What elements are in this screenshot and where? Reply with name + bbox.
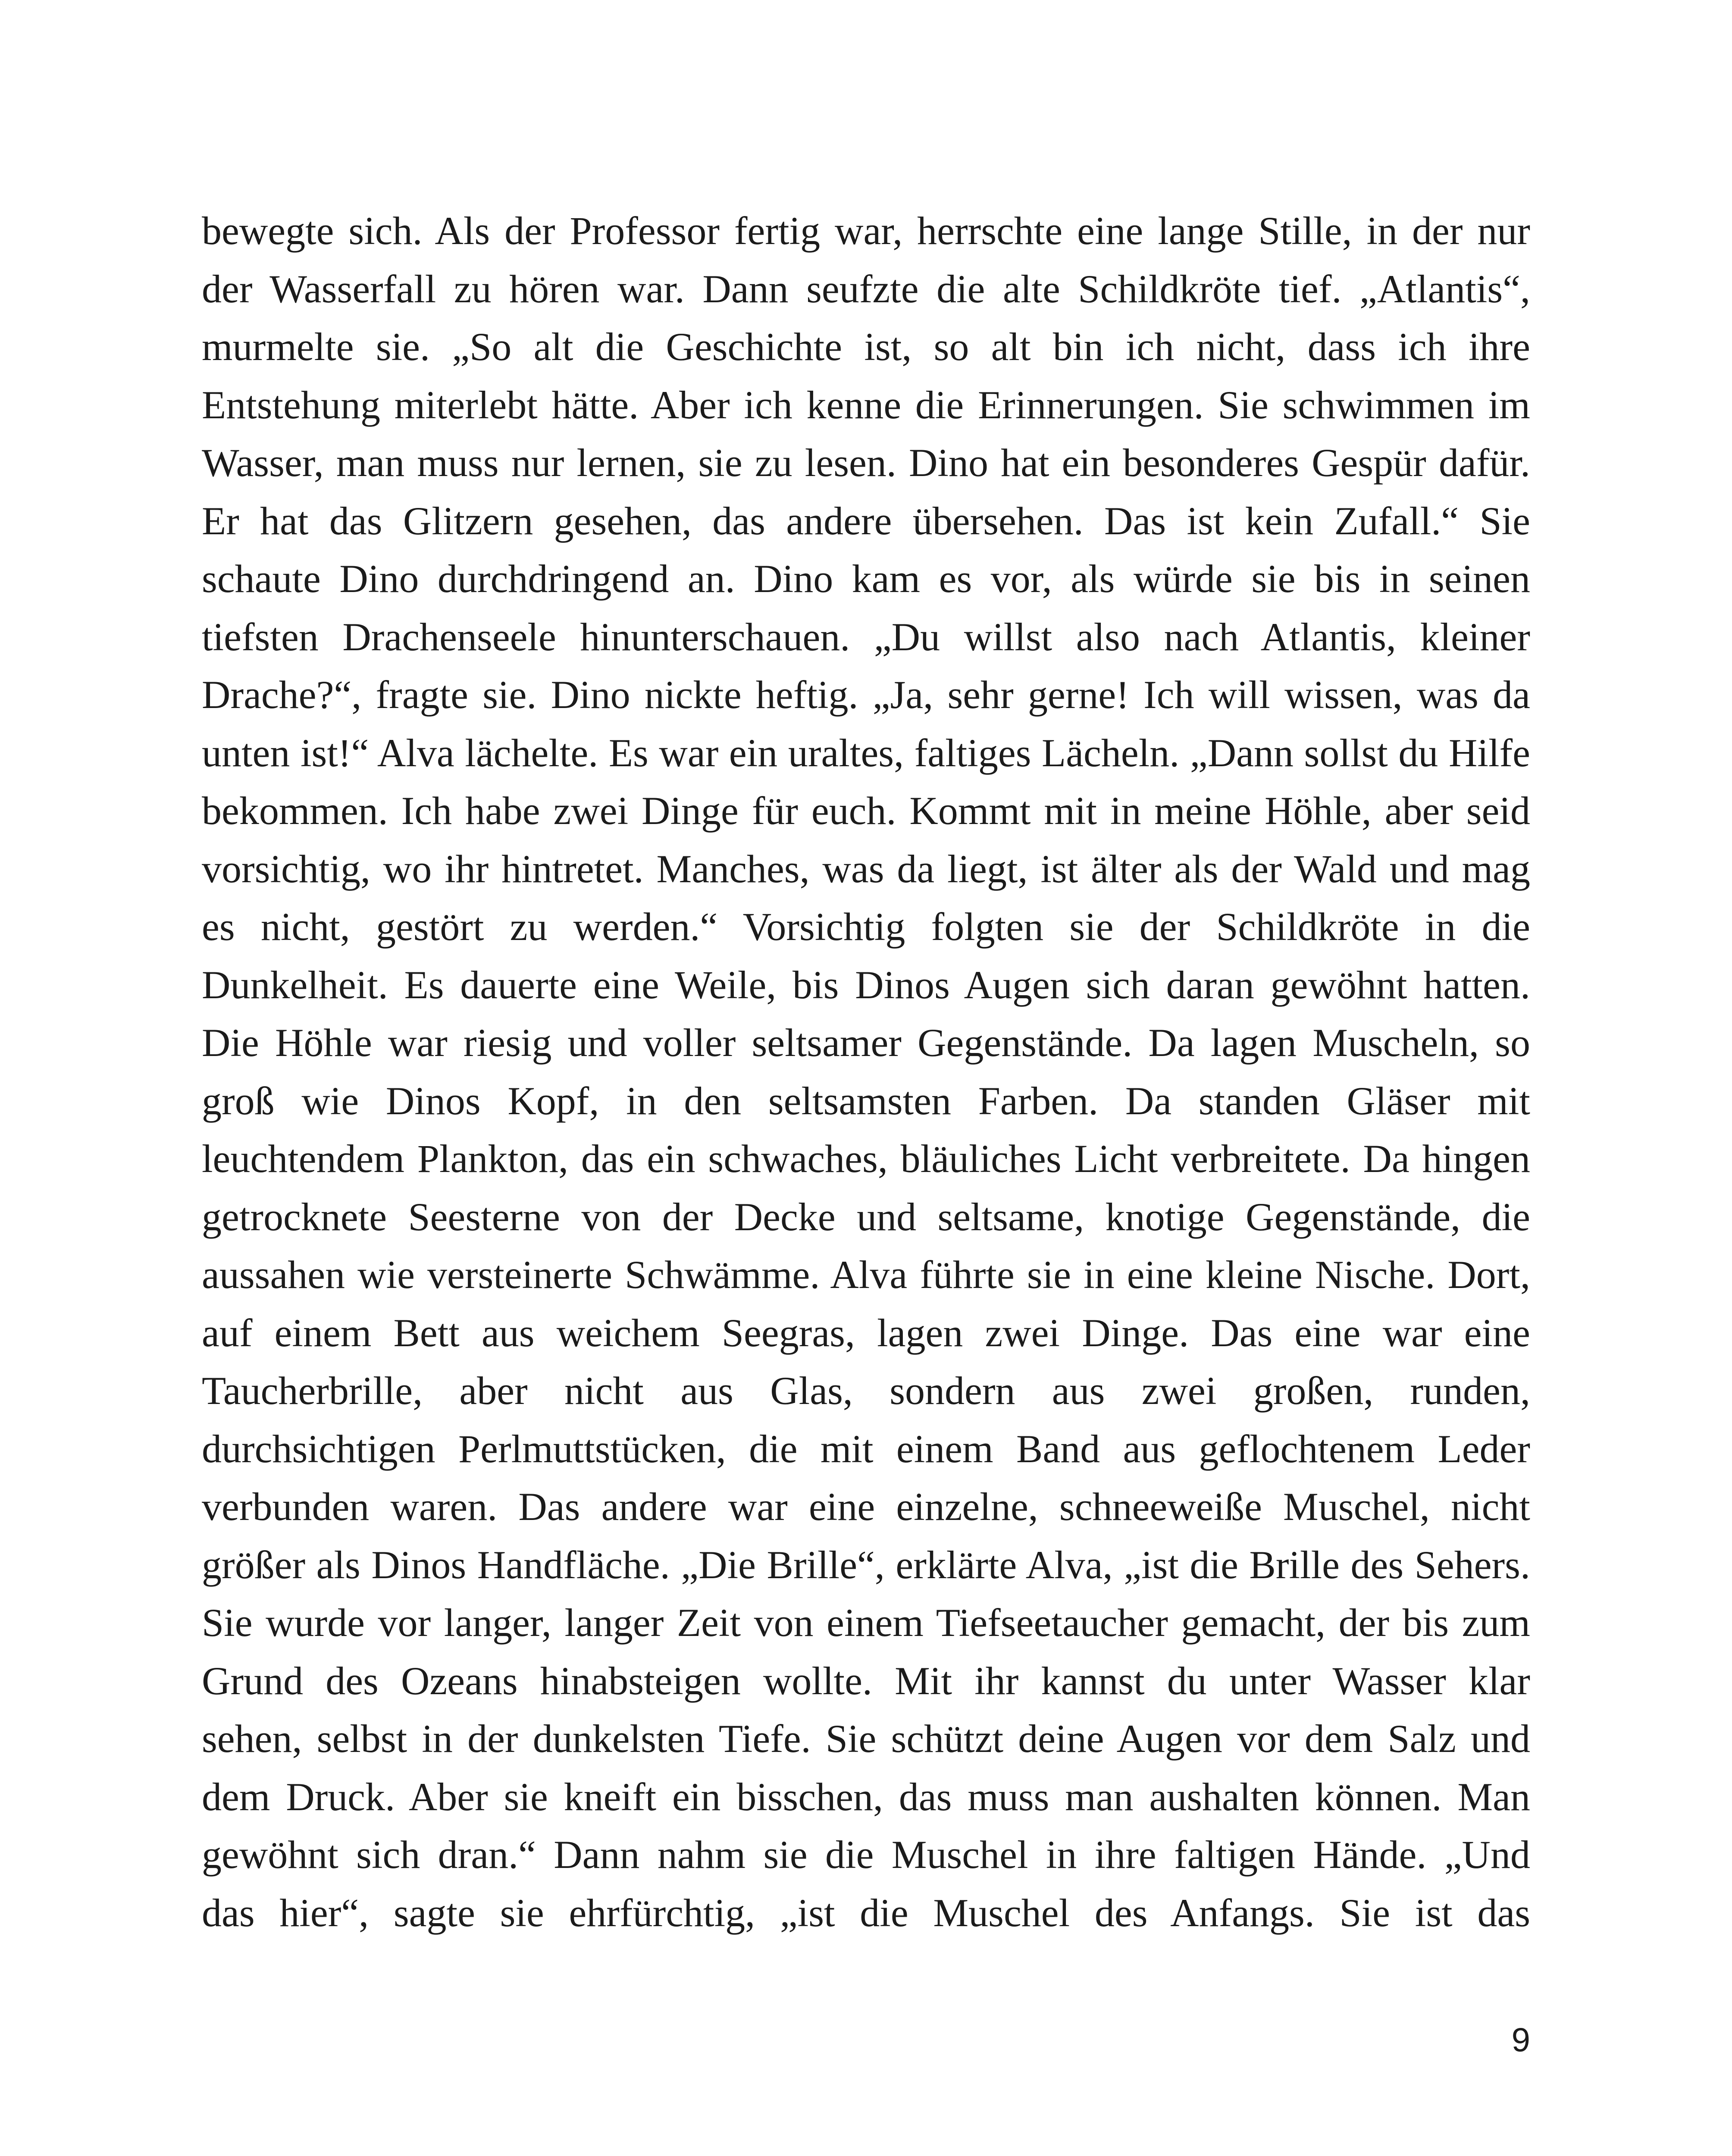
text-line: Dunkelheit. Es dauerte eine Weile, bis Dinos Augen sich daran gewöhnt hatten. [202,962,1530,1007]
text-line: vorsichtig, wo ihr hintretet. Manches, was da liegt, ist älter als der Wald und mag [202,846,1530,891]
text-line: es nicht, gestört zu werden.“ Vorsichtig folgten sie der Schildkröte in die [202,905,1530,949]
text-line: Taucherbrille, aber nicht aus Glas, sondern aus zwei großen, runden, [202,1369,1530,1413]
text-line: durchsichtigen Perlmuttstücken, die mit einem Band aus geflochtenem Leder [202,1426,1530,1471]
text-line: murmelte sie. „So alt die Geschichte ist, so alt bin ich nicht, dass ich ihre [202,325,1530,369]
text-line: verbunden waren. Das andere war eine einzelne, schneeweiße Muschel, nicht [202,1485,1530,1529]
text-line: schaute Dino durchdringend an. Dino kam es vor, als würde sie bis in seinen [202,557,1530,601]
text-line: das hier“, sagte sie ehrfürchtig, „ist die Muschel des Anfangs. Sie ist das [202,1890,1530,1935]
text-line: groß wie Dinos Kopf, in den seltsamsten Farben. Da standen Gläser mit [202,1078,1530,1123]
text-line: Wasser, man muss nur lernen, sie zu lesen. Dino hat ein besonderes Gespür dafür. [202,441,1530,485]
text-line: aussahen wie versteinerte Schwämme. Alva führte sie in eine kleine Nische. Dort, [202,1253,1530,1297]
page-number: 9 [1511,2021,1530,2059]
text-line: Grund des Ozeans hinabsteigen wollte. Mit ihr kannst du unter Wasser klar [202,1658,1530,1703]
text-line: bekommen. Ich habe zwei Dinge für euch. Kommt mit in meine Höhle, aber seid [202,789,1530,833]
text-line: der Wasserfall zu hören war. Dann seufzte die alte Schildkröte tief. „Atlantis“, [202,266,1530,311]
text-line: tiefsten Drachenseele hinunterschauen. „Du willst also nach Atlantis, kleiner [202,614,1530,659]
text-line: größer als Dinos Handfläche. „Die Brille“, erklärte Alva, „ist die Brille des Sehers. [202,1542,1530,1587]
text-line: Er hat das Glitzern gesehen, das andere übersehen. Das ist kein Zufall.“ Sie [202,498,1530,543]
text-line: dem Druck. Aber sie kneift ein bisschen, das muss man aushalten können. Man [202,1774,1530,1819]
text-line: Drache?“, fragte sie. Dino nickte heftig. „Ja, sehr gerne! Ich will wissen, was da [202,673,1530,717]
text-line: bewegte sich. Als der Professor fertig war, herrschte eine lange Stille, in der nur [202,209,1530,253]
text-line: getrocknete Seesterne von der Decke und seltsame, knotige Gegenstände, die [202,1194,1530,1239]
text-line: unten ist!“ Alva lächelte. Es war ein uraltes, faltiges Lächeln. „Dann sollst du Hilfe [202,730,1530,775]
body-text [202,202,1530,1942]
text-line: leuchtendem Plankton, das ein schwaches, bläuliches Licht verbreitete. Da hingen [202,1137,1530,1181]
text-line: Sie wurde vor langer, langer Zeit von einem Tiefseetaucher gemacht, der bis zum [202,1601,1530,1645]
text-line: gewöhnt sich dran.“ Dann nahm sie die Muschel in ihre faltigen Hände. „Und [202,1833,1530,1877]
text-line: sehen, selbst in der dunkelsten Tiefe. Sie schützt deine Augen vor dem Salz und [202,1717,1530,1761]
text-line: Entstehung miterlebt hätte. Aber ich kenne die Erinnerungen. Sie schwimmen im [202,382,1530,427]
text-line: Die Höhle war riesig und voller seltsamer Gegenstände. Da lagen Muscheln, so [202,1021,1530,1065]
text-line: auf einem Bett aus weichem Seegras, lagen zwei Dinge. Das eine war eine [202,1310,1530,1355]
